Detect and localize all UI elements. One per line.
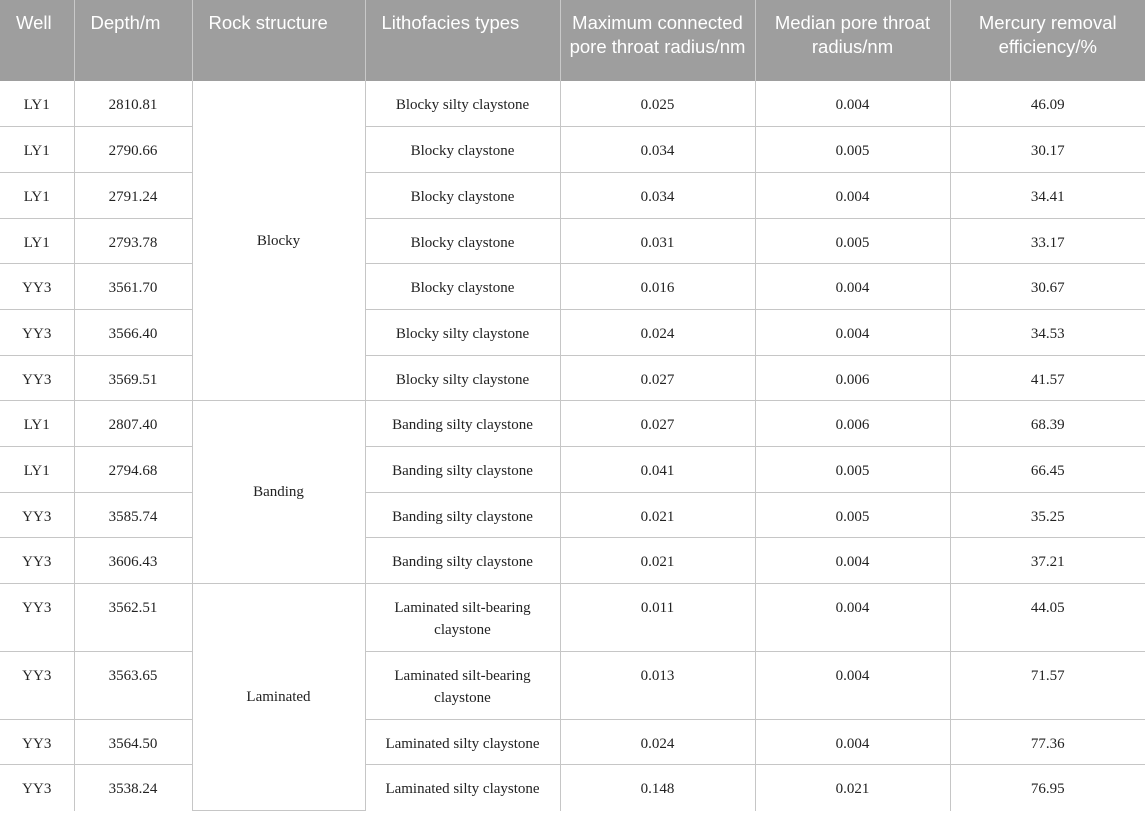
cell-rock-structure-laminated: Laminated xyxy=(192,584,365,811)
cell-well: LY1 xyxy=(0,401,74,447)
header-lithofacies: Lithofacies types xyxy=(365,0,560,81)
cell-mercury: 68.39 xyxy=(950,401,1145,447)
cell-rock-structure-banding: Banding xyxy=(192,401,365,584)
cell-median-pore: 0.006 xyxy=(755,355,950,401)
cell-well: YY3 xyxy=(0,765,74,811)
cell-rock-structure-blocky: Blocky xyxy=(192,81,365,401)
cell-depth: 2793.78 xyxy=(74,218,192,264)
cell-mercury: 46.09 xyxy=(950,81,1145,127)
table-row xyxy=(0,719,1145,765)
cell-lithofacies: Blocky silty claystone xyxy=(365,309,560,355)
cell-well: LY1 xyxy=(0,172,74,218)
cell-lithofacies: Laminated silty claystone xyxy=(365,719,560,765)
cell-well: YY3 xyxy=(0,584,74,652)
cell-depth: 3561.70 xyxy=(74,264,192,310)
cell-depth: 3563.65 xyxy=(74,651,192,719)
cell-depth: 3564.50 xyxy=(74,719,192,765)
table-row xyxy=(0,765,1145,811)
table-row xyxy=(0,492,1145,538)
table-header xyxy=(0,0,1145,81)
cell-max-pore: 0.011 xyxy=(560,584,755,652)
cell-mercury: 66.45 xyxy=(950,447,1145,493)
cell-mercury: 71.57 xyxy=(950,651,1145,719)
cell-max-pore: 0.034 xyxy=(560,172,755,218)
cell-lithofacies: Blocky claystone xyxy=(365,218,560,264)
cell-depth: 3566.40 xyxy=(74,309,192,355)
table-row xyxy=(0,264,1145,310)
cell-depth: 3538.24 xyxy=(74,765,192,811)
cell-depth: 2791.24 xyxy=(74,172,192,218)
cell-mercury: 33.17 xyxy=(950,218,1145,264)
cell-max-pore: 0.148 xyxy=(560,765,755,811)
cell-mercury: 34.41 xyxy=(950,172,1145,218)
cell-well: LY1 xyxy=(0,447,74,493)
cell-max-pore: 0.027 xyxy=(560,355,755,401)
cell-well: YY3 xyxy=(0,264,74,310)
cell-mercury: 41.57 xyxy=(950,355,1145,401)
cell-max-pore: 0.021 xyxy=(560,492,755,538)
cell-median-pore: 0.005 xyxy=(755,127,950,173)
table-row xyxy=(0,218,1145,264)
cell-well: YY3 xyxy=(0,538,74,584)
cell-max-pore: 0.025 xyxy=(560,81,755,127)
cell-depth: 3562.51 xyxy=(74,584,192,652)
cell-max-pore: 0.027 xyxy=(560,401,755,447)
cell-well: YY3 xyxy=(0,355,74,401)
table-row xyxy=(0,447,1145,493)
header-max-pore-radius: Maximum connected pore throat radius/nm xyxy=(560,0,755,81)
table-row xyxy=(0,127,1145,173)
cell-lithofacies: Blocky silty claystone xyxy=(365,81,560,127)
cell-max-pore: 0.034 xyxy=(560,127,755,173)
cell-well: YY3 xyxy=(0,651,74,719)
header-row xyxy=(0,0,1145,81)
cell-depth: 3569.51 xyxy=(74,355,192,401)
header-mercury-efficiency: Mercury removal efficiency/% xyxy=(950,0,1145,81)
table-row xyxy=(0,355,1145,401)
cell-lithofacies: Laminated silt-bearing claystone xyxy=(365,651,560,719)
cell-mercury: 77.36 xyxy=(950,719,1145,765)
cell-median-pore: 0.021 xyxy=(755,765,950,811)
cell-lithofacies: Blocky silty claystone xyxy=(365,355,560,401)
cell-mercury: 44.05 xyxy=(950,584,1145,652)
cell-median-pore: 0.004 xyxy=(755,651,950,719)
cell-lithofacies: Banding silty claystone xyxy=(365,401,560,447)
cell-well: YY3 xyxy=(0,492,74,538)
header-rock-structure: Rock structure xyxy=(192,0,365,81)
table-row xyxy=(0,309,1145,355)
table-row xyxy=(0,172,1145,218)
table-row xyxy=(0,538,1145,584)
cell-max-pore: 0.041 xyxy=(560,447,755,493)
cell-mercury: 35.25 xyxy=(950,492,1145,538)
table-row xyxy=(0,81,1145,127)
cell-well: LY1 xyxy=(0,127,74,173)
header-well: Well xyxy=(0,0,74,81)
cell-well: YY3 xyxy=(0,309,74,355)
cell-median-pore: 0.005 xyxy=(755,218,950,264)
cell-max-pore: 0.024 xyxy=(560,309,755,355)
header-depth: Depth/m xyxy=(74,0,192,81)
table-body xyxy=(0,81,1145,811)
cell-median-pore: 0.004 xyxy=(755,172,950,218)
cell-max-pore: 0.031 xyxy=(560,218,755,264)
cell-mercury: 76.95 xyxy=(1030,781,1065,798)
header-median-pore-radius: Median pore throat radius/nm xyxy=(755,0,950,81)
cell-lithofacies: Blocky claystone xyxy=(365,127,560,173)
cell-depth: 2794.68 xyxy=(74,447,192,493)
cell-lithofacies: Laminated silt-bearing claystone xyxy=(365,584,560,652)
table-row xyxy=(0,651,1145,719)
cell-median-pore: 0.005 xyxy=(755,447,950,493)
cell-median-pore: 0.004 xyxy=(755,264,950,310)
cell-median-pore: 0.004 xyxy=(755,538,950,584)
cell-median-pore: 0.004 xyxy=(755,309,950,355)
cell-median-pore: 0.005 xyxy=(755,492,950,538)
cell-well: LY1 xyxy=(0,81,74,127)
table-row xyxy=(0,584,1145,652)
cell-lithofacies: Blocky claystone xyxy=(365,264,560,310)
cell-well: YY3 xyxy=(0,719,74,765)
cell-lithofacies: Banding silty claystone xyxy=(365,538,560,584)
cell-depth: 3585.74 xyxy=(74,492,192,538)
cell-median-pore: 0.004 xyxy=(755,719,950,765)
cell-depth: 3606.43 xyxy=(74,538,192,584)
cell-lithofacies: Banding silty claystone xyxy=(365,447,560,493)
cell-mercury: 34.53 xyxy=(950,309,1145,355)
cell-lithofacies: Banding silty claystone xyxy=(365,492,560,538)
cell-mercury: 30.17 xyxy=(950,127,1145,173)
cell-lithofacies: Blocky claystone xyxy=(365,172,560,218)
cell-median-pore: 0.006 xyxy=(755,401,950,447)
cell-mercury: 30.67 xyxy=(950,264,1145,310)
cell-depth: 2810.81 xyxy=(74,81,192,127)
cell-median-pore: 0.004 xyxy=(755,584,950,652)
cell-max-pore: 0.016 xyxy=(560,264,755,310)
table-row xyxy=(0,401,1145,447)
cell-lithofacies: Laminated silty claystone xyxy=(365,765,560,811)
cell-max-pore: 0.013 xyxy=(560,651,755,719)
cell-well: LY1 xyxy=(0,218,74,264)
cell-depth: 2807.40 xyxy=(74,401,192,447)
cell-depth: 2790.66 xyxy=(74,127,192,173)
cell-max-pore: 0.024 xyxy=(560,719,755,765)
cell-median-pore: 0.004 xyxy=(755,81,950,127)
cell-max-pore: 0.021 xyxy=(560,538,755,584)
cell-mercury: 37.21 xyxy=(950,538,1145,584)
